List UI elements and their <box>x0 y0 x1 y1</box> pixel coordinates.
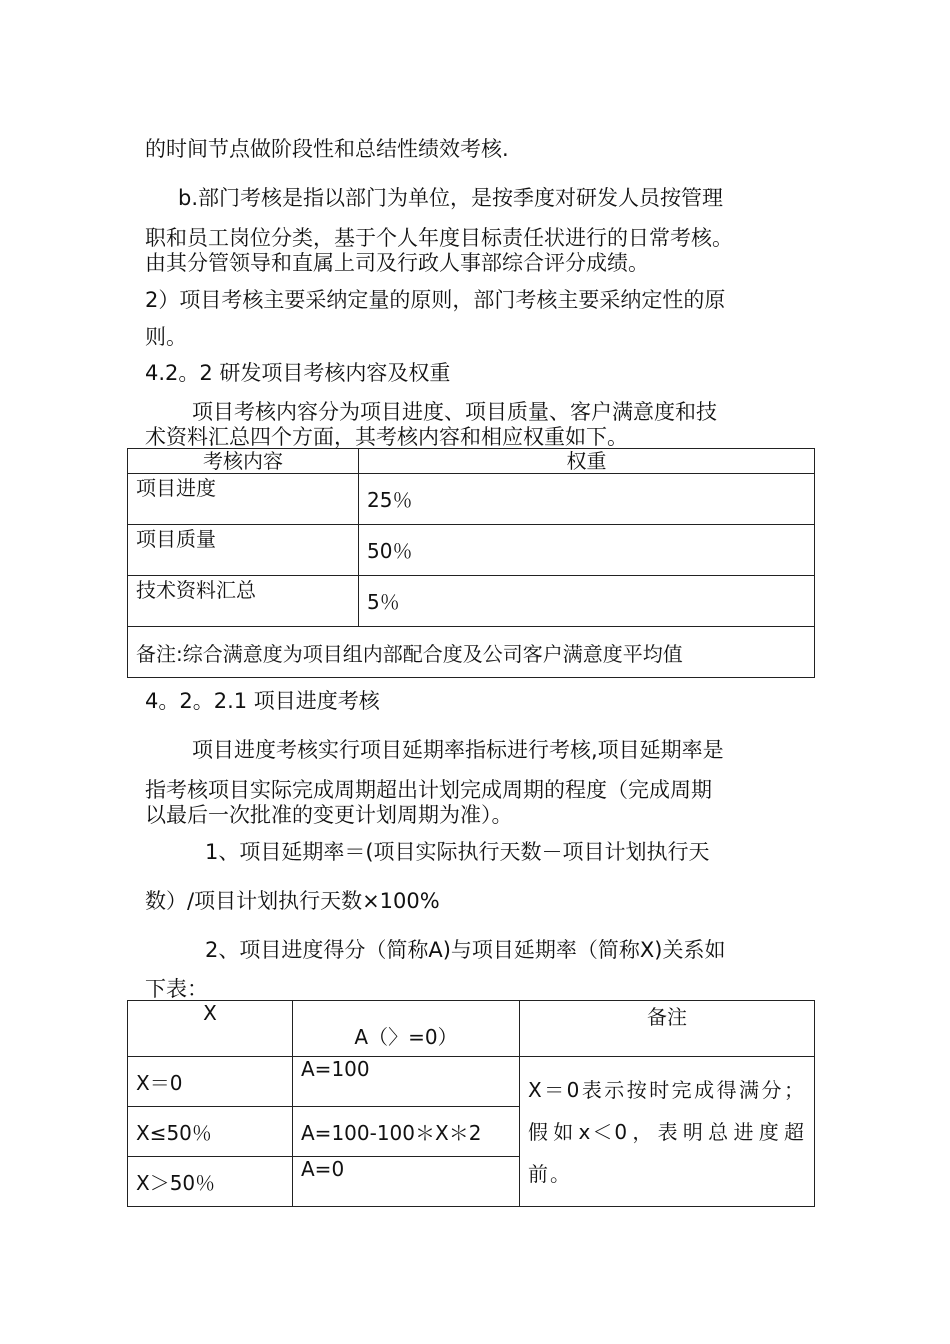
table-row <box>128 576 815 627</box>
table-header-cell: 考核内容 <box>128 449 359 474</box>
table-header-row <box>128 1001 815 1057</box>
paragraph-line: 项目考核内容分为项目进度、项目质量、客户满意度和技 <box>192 400 717 424</box>
table-cell: X＞50％ <box>128 1157 293 1207</box>
paragraph-line: 数）/项目计划执行天数×100% <box>145 889 440 913</box>
table-cell: A=100 <box>293 1057 520 1107</box>
weight-table <box>127 448 815 678</box>
paragraph-line: 以最后一次批准的变更计划周期为准）。 <box>145 803 513 827</box>
table-note: 备注:综合满意度为项目组内部配合度及公司客户满意度平均值 <box>128 627 815 678</box>
paragraph-line: 职和员工岗位分类，基于个人年度目标责任状进行的日常考核。 <box>145 226 733 250</box>
score-table <box>127 1000 815 1207</box>
paragraph-line: 2）项目考核主要采纳定量的原则，部门考核主要采纳定性的原 <box>145 288 726 312</box>
section-heading: 4.2。2 研发项目考核内容及权重 <box>145 361 451 385</box>
table-cell: A=100-100＊X＊2 <box>293 1107 520 1157</box>
paragraph-line: 项目进度考核实行项目延期率指标进行考核,项目延期率是 <box>192 738 724 762</box>
paragraph-line: 1、项目延期率＝(项目实际执行天数－项目计划执行天 <box>205 840 710 864</box>
paragraph-line: b.部门考核是指以部门为单位，是按季度对研发人员按管理 <box>178 186 724 210</box>
table-note-row <box>128 627 815 678</box>
table-cell: 50％ <box>359 525 815 576</box>
table-row <box>128 525 815 576</box>
paragraph-line: 术资料汇总四个方面，其考核内容和相应权重如下。 <box>145 425 628 449</box>
table-header-cell: A（〉=0） <box>293 1001 520 1057</box>
table-header-cell: 权重 <box>359 449 815 474</box>
paragraph-line: 由其分管领导和直属上司及行政人事部综合评分成绩。 <box>145 251 649 275</box>
table-cell: X≤50％ <box>128 1107 293 1157</box>
table-cell: X＝0 <box>128 1057 293 1107</box>
table-remark: X＝0表示按时完成得满分；假如x＜0，表明总进度超前。 <box>520 1057 815 1207</box>
table-cell: 5％ <box>359 576 815 627</box>
paragraph-line: 则。 <box>145 325 187 349</box>
section-heading: 4。2。2.1 项目进度考核 <box>145 689 380 713</box>
paragraph-line: 下表： <box>145 977 208 1001</box>
table-cell: 技术资料汇总 <box>128 576 359 627</box>
paragraph-line: 2、项目进度得分（简称A)与项目延期率（简称X)关系如 <box>205 938 726 962</box>
table-cell: 项目质量 <box>128 525 359 576</box>
paragraph-line: 指考核项目实际完成周期超出计划完成周期的程度（完成周期 <box>145 778 712 802</box>
table-cell: 项目进度 <box>128 474 359 525</box>
table-header-cell: 备注 <box>520 1001 815 1057</box>
table-row <box>128 1057 815 1107</box>
table-cell: A=0 <box>293 1157 520 1207</box>
paragraph-line: 的时间节点做阶段性和总结性绩效考核. <box>145 137 509 161</box>
table-row <box>128 474 815 525</box>
table-header-cell: X <box>128 1001 293 1057</box>
table-header-row <box>128 449 815 474</box>
table-cell: 25％ <box>359 474 815 525</box>
